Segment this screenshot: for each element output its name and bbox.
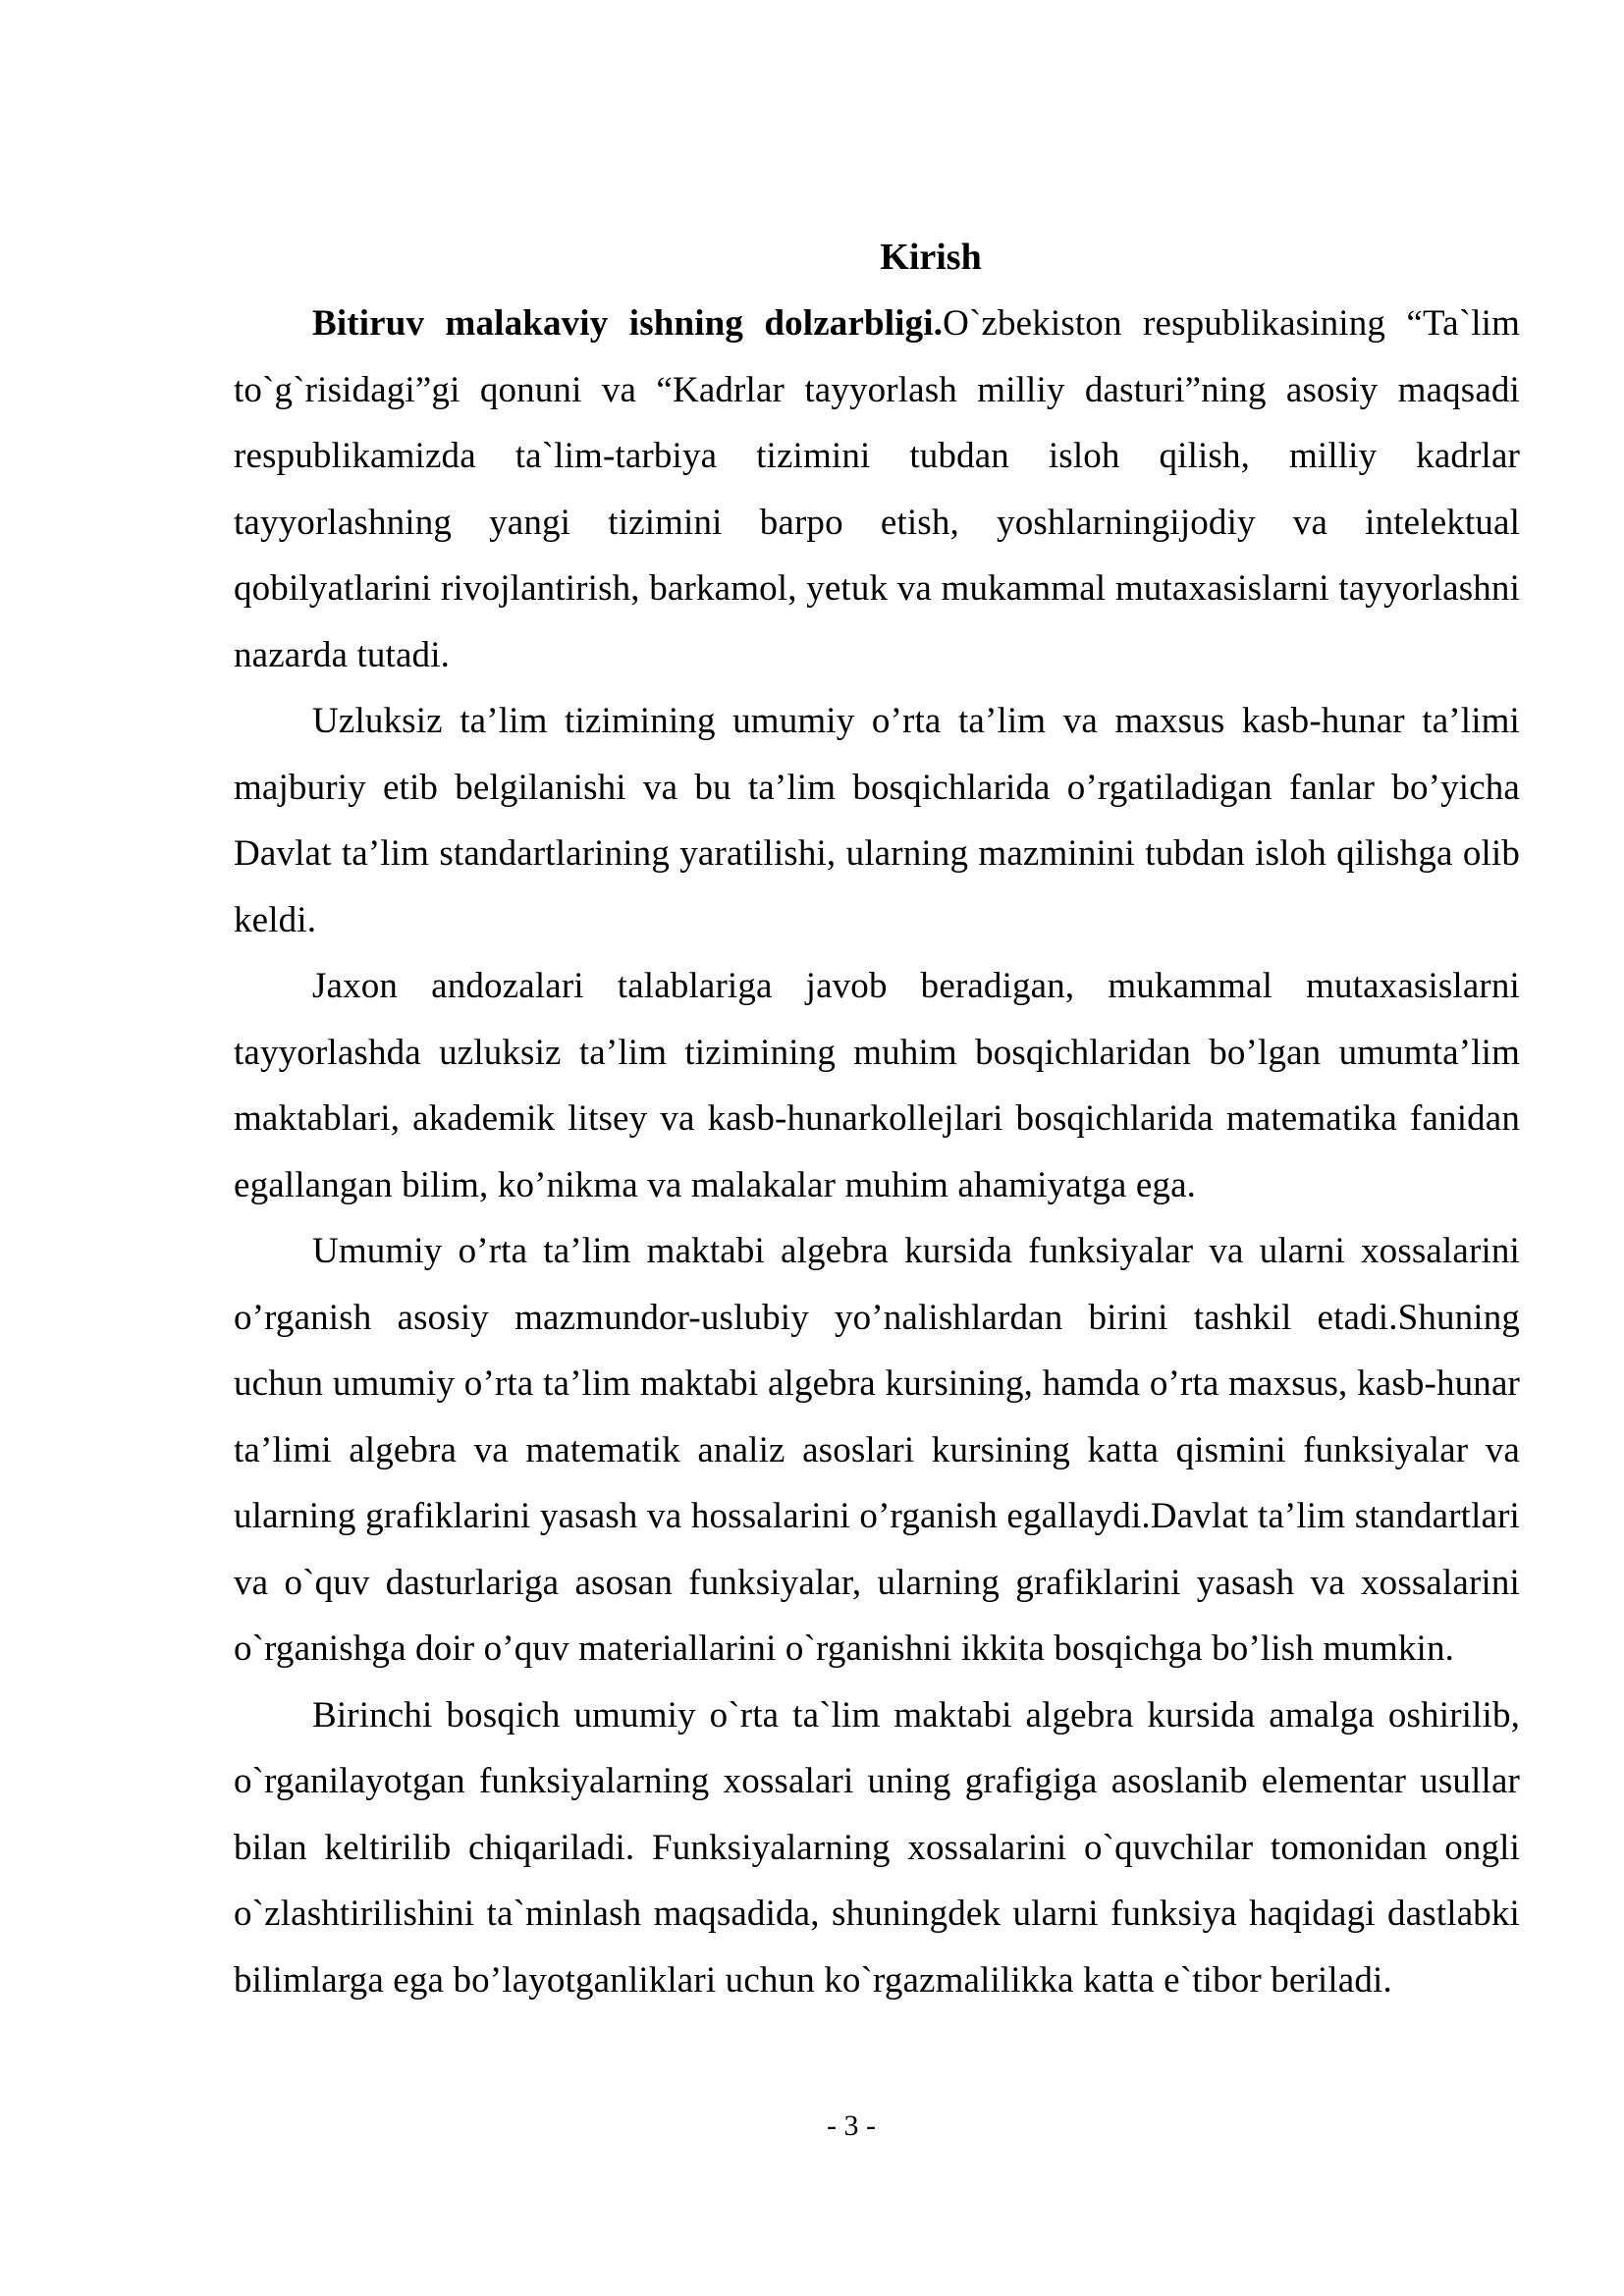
paragraph-3: Jaxon andozalari talablariga javob beradigan, mukammal mutaxasislarni tayyorlashda uzluksiz ta’lim tizimining muhim bosqichlaridan bo’lgan umumta’lim maktablari, akademik litsey va kasb-hunarkollejlari bosqichlarida matematika fanidan egallangan bilim, ko’nikma va malakalar muhim ahamiyatga ega. <box>234 966 1520 1205</box>
page-title: Kirish <box>880 237 982 278</box>
page-number: - 3 - <box>827 2109 876 2142</box>
document-page <box>234 224 1520 2013</box>
paragraph-1-lead: Bitiruv malakaviy ishning dolzarbligi. <box>312 303 944 344</box>
paragraph-2: Uzluksiz ta’lim tizimining umumiy o’rta ta’lim va maxsus kasb-hunar ta’limi majburiy etib belgilanishi va bu ta’lim bosqichlarida o’rgatiladigan fanlar bo’yicha Davlat ta’lim standartlarining yaratilishi, ularning mazminini tubdan isloh qilishga olib keldi. <box>234 701 1520 940</box>
paragraph-1-text: O`zbekiston respublikasining “Ta`lim to`g`risidagi”gi qonuni va “Kadrlar tayyorlash milliy dasturi”ning asosiy maqsadi respublikamizda ta`lim-tarbiya tizimini tubdan isloh qilish, milliy kadrlar tayyorlashning yangi tizimini barpo etish, yoshlarningijodiy va intelektual qobilyatlarini rivojlantirish, barkamol, yetuk va mukammal mutaxasislarni tayyorlashni nazarda tutadi. <box>234 303 1521 675</box>
paragraph-4: Umumiy o’rta ta’lim maktabi algebra kursida funksiyalar va ularni xossalarini o’rganish asosiy mazmundor-uslubiy yo’nalishlardan birini tashkil etadi.Shuning uchun umumiy o’rta ta’lim maktabi algebra kursining, hamda o’rta maxsus, kasb-hunar ta’limi algebra va matematik analiz asoslari kursining katta qismini funksiyalar va ularning grafiklarini yasash va hossalarini o’rganish egallaydi.Davlat ta’lim standartlari va o`quv dasturlariga asosan funksiyalar, ularning grafiklarini yasash va xossalarini o`rganishga doir o’quv materiallarini o`rganishni ikkita bosqichga bo’lish mumkin. <box>234 1231 1520 1669</box>
paragraph-5: Birinchi bosqich umumiy o`rta ta`lim maktabi algebra kursida amalga oshirilib, o`rganilayotgan funksiyalarning xossalari uning grafigiga asoslanib elementar usullar bilan keltirilib chiqariladi. Funksiyalarning xossalarini o`quvchilar tomonidan ongli o`zlashtirilishini ta`minlash maqsadida, shuningdek ularni funksiya haqidagi dastlabki bilimlarga ega bo’layotganliklari uchun ko`rgazmalilikka katta e`tibor beriladi. <box>234 1694 1520 2001</box>
paragraph-1 <box>234 291 1520 688</box>
